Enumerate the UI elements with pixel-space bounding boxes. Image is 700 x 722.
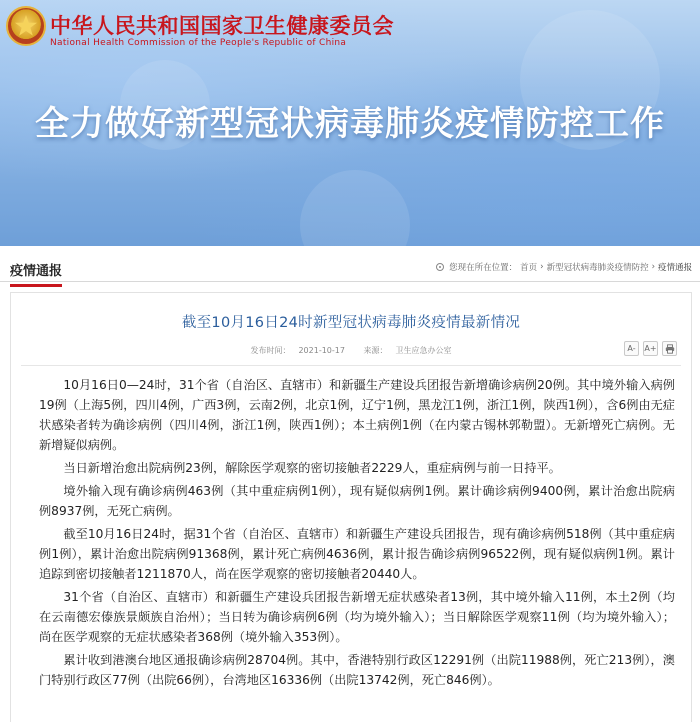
org-name-cn[interactable]: 中华人民共和国国家卫生健康委员会 [50,14,394,38]
print-button[interactable] [662,341,677,356]
print-icon [665,344,675,354]
article-body [39,375,675,690]
source-label: 来源： [363,346,388,355]
article-paragraph: 当日新增治愈出院病例23例，解除医学观察的密切接触者2229人，重症病例与前一日持平。 [63,461,561,475]
breadcrumb-separator: › [540,262,544,272]
font-smaller-button[interactable]: A- [624,341,639,356]
national-emblem-icon[interactable] [6,6,46,46]
breadcrumb [436,261,692,273]
breadcrumb-home-link[interactable]: 首页 [520,263,538,273]
article-paragraph: 累计收到港澳台地区通报确诊病例28704例。其中，香港特别行政区12291例（出院11988例，死亡213例），澳门特别行政区77例（出院66例），台湾地区16336例（出院13742例，死亡846例）。 [39,653,675,687]
banner-decoration [300,170,410,246]
article-container [10,292,692,722]
article-title: 截至10月16日24时新型冠状病毒肺炎疫情最新情况 [181,315,521,331]
article-meta [11,345,691,356]
article-paragraph: 境外输入现有确诊病例463例（其中重症病例1例），现有疑似病例1例。累计确诊病例9400例，累计治愈出院病例8937例，无死亡病例。 [39,484,675,518]
source-value: 卫生应急办公室 [395,346,452,355]
article-paragraph: 截至10月16日24时，据31个省（自治区、直辖市）和新疆生产建设兵团报告，现有确诊病例518例（其中重症病例1例），累计治愈出院病例91368例，累计死亡病例4636例，累计报告确诊病例96522例，现有疑似病例1例。累计追踪到密切接触者1211870人，尚在医学观察的密切接触者20440人。 [39,527,675,581]
breadcrumb-notice-link[interactable]: 疫情通报 [657,263,692,273]
breadcrumb-epidemic-link[interactable]: 新型冠状病毒肺炎疫情防控 [546,263,649,273]
breadcrumb-bar [0,252,700,282]
star-icon [13,13,39,39]
org-name-en: National Health Commission of the People's Republic of China [50,38,347,48]
section-title: 疫情通报 [10,260,62,287]
breadcrumb-separator: › [651,262,655,272]
article-paragraph: 10月16日0—24时，31个省（自治区、直辖市）和新疆生产建设兵团报告新增确诊病例20例。其中境外输入病例19例（上海5例，四川4例，广西3例，云南2例，北京1例，辽宁1例，黑龙江1例，浙江1例，陕西1例），含6例由无症状感染者转为确诊病例（四川4例，浙江1例，陕西1例）；本土病例1例（在内蒙古锡林郭勒盟）。无新增死亡病例。无新增疑似病例。 [39,378,675,452]
location-icon [436,263,444,271]
meta-divider [21,365,681,366]
banner-slogan: 全力做好新型冠状病毒肺炎疫情防控工作 [35,104,665,144]
article-paragraph: 31个省（自治区、直辖市）和新疆生产建设兵团报告新增无症状感染者13例，其中境外输入11例，本土2例（均在云南德宏傣族景颇族自治州）；当日转为确诊病例6例（均为境外输入）；当日解除医学观察11例（均为境外输入）；尚在医学观察的无症状感染者368例（境外输入353例）。 [39,590,675,644]
header-banner [0,0,700,246]
font-larger-button[interactable]: A+ [643,341,658,356]
breadcrumb-prefix: 您现在所在位置： [449,263,518,273]
publish-date-label: 发布时间： [250,346,291,355]
publish-date: 2021-10-17 [298,346,345,355]
article-tools [624,341,677,356]
